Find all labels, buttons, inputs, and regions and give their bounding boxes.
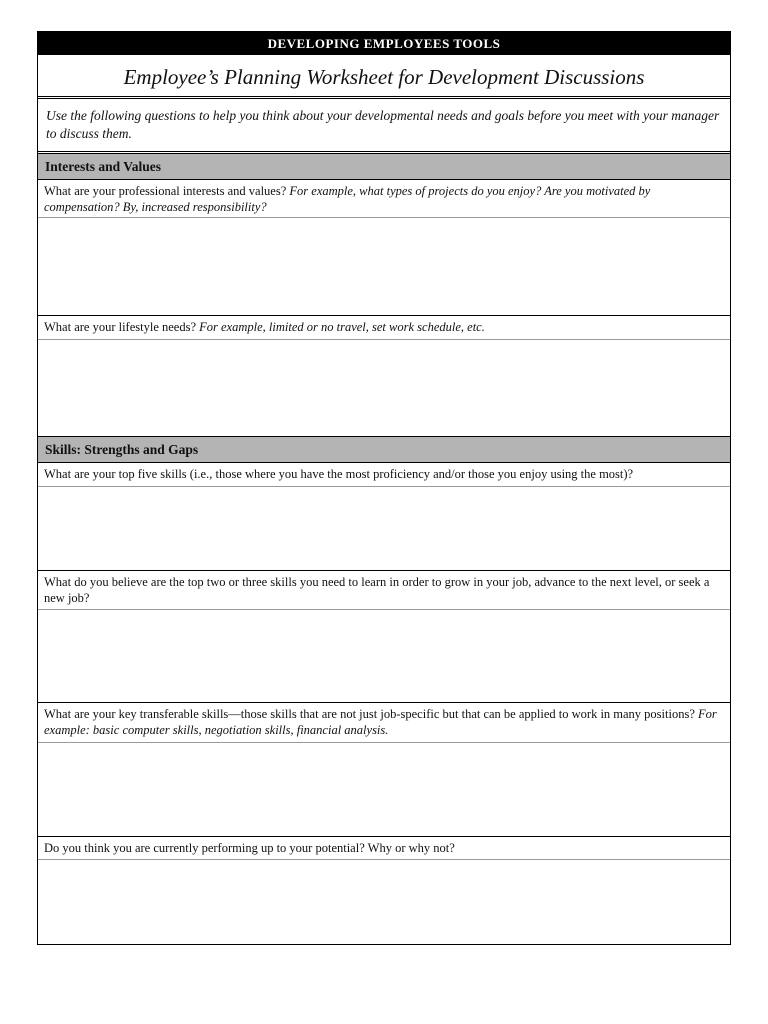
question-lifestyle-needs: [38, 316, 730, 340]
worksheet: [37, 31, 731, 945]
question-example: For example, limited or no travel, set work schedule, etc.: [199, 320, 485, 334]
intro-text: Use the following questions to help you think about your developmental needs and goals before you meet with your manager to discuss them.: [38, 99, 730, 154]
question-text: What are your lifestyle needs?: [44, 320, 200, 334]
question-professional-interests: [38, 180, 730, 218]
question-example: For example: basic computer skills, negotiation skills, financial analysis.: [44, 707, 717, 737]
answer-transferable-skills[interactable]: [38, 743, 730, 837]
question-transferable-skills: [38, 703, 730, 743]
question-text: What are your professional interests and values?: [44, 184, 290, 198]
section-heading-skills: Skills: Strengths and Gaps: [38, 437, 730, 463]
page-title: Employee’s Planning Worksheet for Development Discussions: [38, 55, 730, 99]
question-skills-to-learn: [38, 571, 730, 610]
answer-skills-to-learn[interactable]: [38, 610, 730, 703]
answer-performing-potential[interactable]: [38, 860, 730, 939]
question-top-five-skills: [38, 463, 730, 487]
question-text: What are your top five skills (i.e., those where you have the most proficiency and/or those you enjoy using the most)?: [44, 467, 634, 481]
answer-lifestyle-needs[interactable]: [38, 340, 730, 437]
question-performing-potential: [38, 837, 730, 860]
question-example: For example, what types of projects do you enjoy? Are you motivated by compensation? By, increased responsibility?: [44, 184, 651, 214]
question-text: What do you believe are the top two or three skills you need to learn in order to grow in your job, advance to the next level, or seek a new job?: [44, 575, 710, 605]
section-heading-interests: Interests and Values: [38, 154, 730, 180]
banner: DEVELOPING EMPLOYEES TOOLS: [38, 32, 730, 55]
question-text: What are your key transferable skills—those skills that are not just job-specific but that can be applied to work in many positions?: [44, 707, 699, 721]
answer-professional-interests[interactable]: [38, 218, 730, 316]
answer-top-five-skills[interactable]: [38, 487, 730, 571]
question-text: Do you think you are currently performing up to your potential? Why or why not?: [44, 841, 455, 855]
